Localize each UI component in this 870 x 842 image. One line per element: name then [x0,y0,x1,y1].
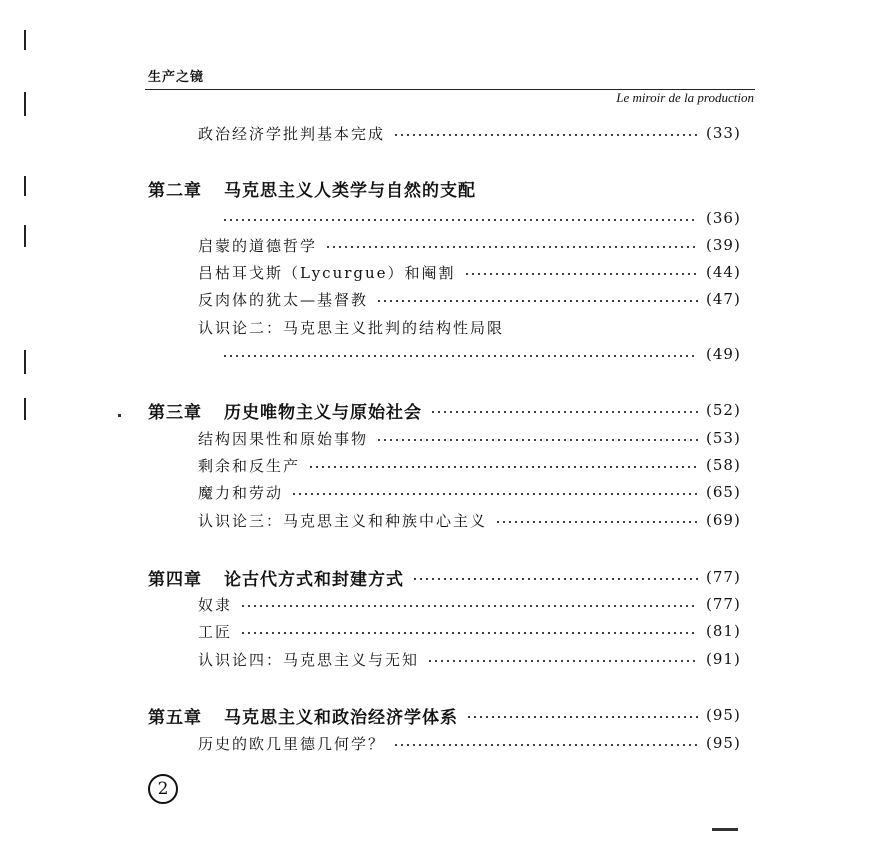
chapter-number: 第二章 [148,180,202,201]
scan-speck [118,414,121,417]
leader-dots [291,493,698,495]
toc-entry-row[interactable] [0,426,870,450]
entry-title: 认识论二：马克思主义批判的结构性局限 [198,318,505,337]
margin-mark [24,30,26,50]
page-number [148,774,178,804]
margin-mark [24,398,26,420]
toc-entry-row[interactable] [0,731,870,755]
leader-dots [240,632,698,634]
leader-dots [222,355,698,357]
page-ref: (77) [706,568,741,586]
page-number-text: 2 [157,779,169,799]
running-header-right: Le miroir de la production [616,90,754,105]
toc-entry-row[interactable] [0,260,870,284]
margin-mark [24,92,26,116]
toc-entry-row[interactable] [0,480,870,504]
page-ref: (81) [706,622,741,640]
page-ref: (69) [706,511,741,529]
toc-entry-row[interactable] [0,315,870,339]
chapter-title-text: 马克思主义人类学与自然的支配 [224,180,476,201]
toc-entry-row[interactable] [0,453,870,477]
scan-speck [712,828,738,831]
entry-title: 反肉体的犹太—基督教 [198,290,369,309]
page-ref: (36) [706,209,741,227]
leader-dots [393,134,698,136]
page-ref: (47) [706,290,741,308]
leader-dots [308,466,698,468]
toc-entry-row[interactable] [0,121,870,145]
running-header-left: 生产之镜 [148,70,205,85]
page-ref: (53) [706,429,741,447]
toc-chapter-row[interactable] [0,176,870,200]
toc-entry-row[interactable] [0,647,870,671]
entry-title: 政治经济学批判基本完成 [198,124,386,143]
entry-title: 剩余和反生产 [198,456,301,475]
entry-title: 结构因果性和原始事物 [198,429,369,448]
toc-chapter-row[interactable] [0,565,870,589]
entry-title: 吕枯耳戈斯（Lycurgue）和阉割 [198,263,456,282]
leader-dots [495,521,698,523]
page-ref: (77) [706,595,741,613]
page-ref: (44) [706,263,741,281]
leader-dots [412,578,698,580]
chapter-title [148,176,476,201]
entry-title: 工匠 [198,622,233,641]
page-ref: (58) [706,456,741,474]
page-ref: (49) [706,345,741,363]
toc-entry-row[interactable] [0,287,870,311]
margin-mark [24,176,26,196]
toc-entry-row[interactable] [0,206,870,230]
page-ref: (33) [706,124,741,142]
leader-dots [222,219,698,221]
leader-dots [376,439,698,441]
toc-entry-row[interactable] [0,592,870,616]
leader-dots [393,744,698,746]
margin-mark [24,225,26,247]
page-ref: (95) [706,734,741,752]
page-ref: (95) [706,706,741,724]
entry-title: 奴隶 [198,595,233,614]
leader-dots [430,411,698,413]
chapter-title [148,703,458,728]
entry-title: 认识论三：马克思主义和种族中心主义 [198,511,488,530]
chapter-number: 第四章 [148,569,202,590]
margin-mark [24,350,26,374]
leader-dots [464,273,698,275]
chapter-number: 第三章 [148,402,202,423]
entry-title: 魔力和劳动 [198,483,284,502]
entry-title: 历史的欧几里德几何学？ [198,734,386,753]
toc-entry-row[interactable] [0,508,870,532]
leader-dots [240,605,698,607]
chapter-title-text: 马克思主义和政治经济学体系 [224,707,458,728]
chapter-title [148,565,404,590]
toc-entry-row[interactable] [0,619,870,643]
toc-entry-row[interactable] [0,342,870,366]
leader-dots [376,300,698,302]
toc-entry-row[interactable] [0,233,870,257]
entry-title: 启蒙的道德哲学 [198,236,318,255]
page-ref: (39) [706,236,741,254]
chapter-title [148,398,422,423]
page-ref: (65) [706,483,741,501]
chapter-title-text: 论古代方式和封建方式 [224,569,404,590]
entry-title: 认识论四：马克思主义与无知 [198,650,420,669]
chapter-title-text: 历史唯物主义与原始社会 [224,402,422,423]
leader-dots [466,716,698,718]
page-ref: (91) [706,650,741,668]
page-ref: (52) [706,401,741,419]
toc-chapter-row[interactable] [0,398,870,422]
chapter-number: 第五章 [148,707,202,728]
leader-dots [427,660,698,662]
toc-chapter-row[interactable] [0,703,870,727]
leader-dots [325,246,698,248]
